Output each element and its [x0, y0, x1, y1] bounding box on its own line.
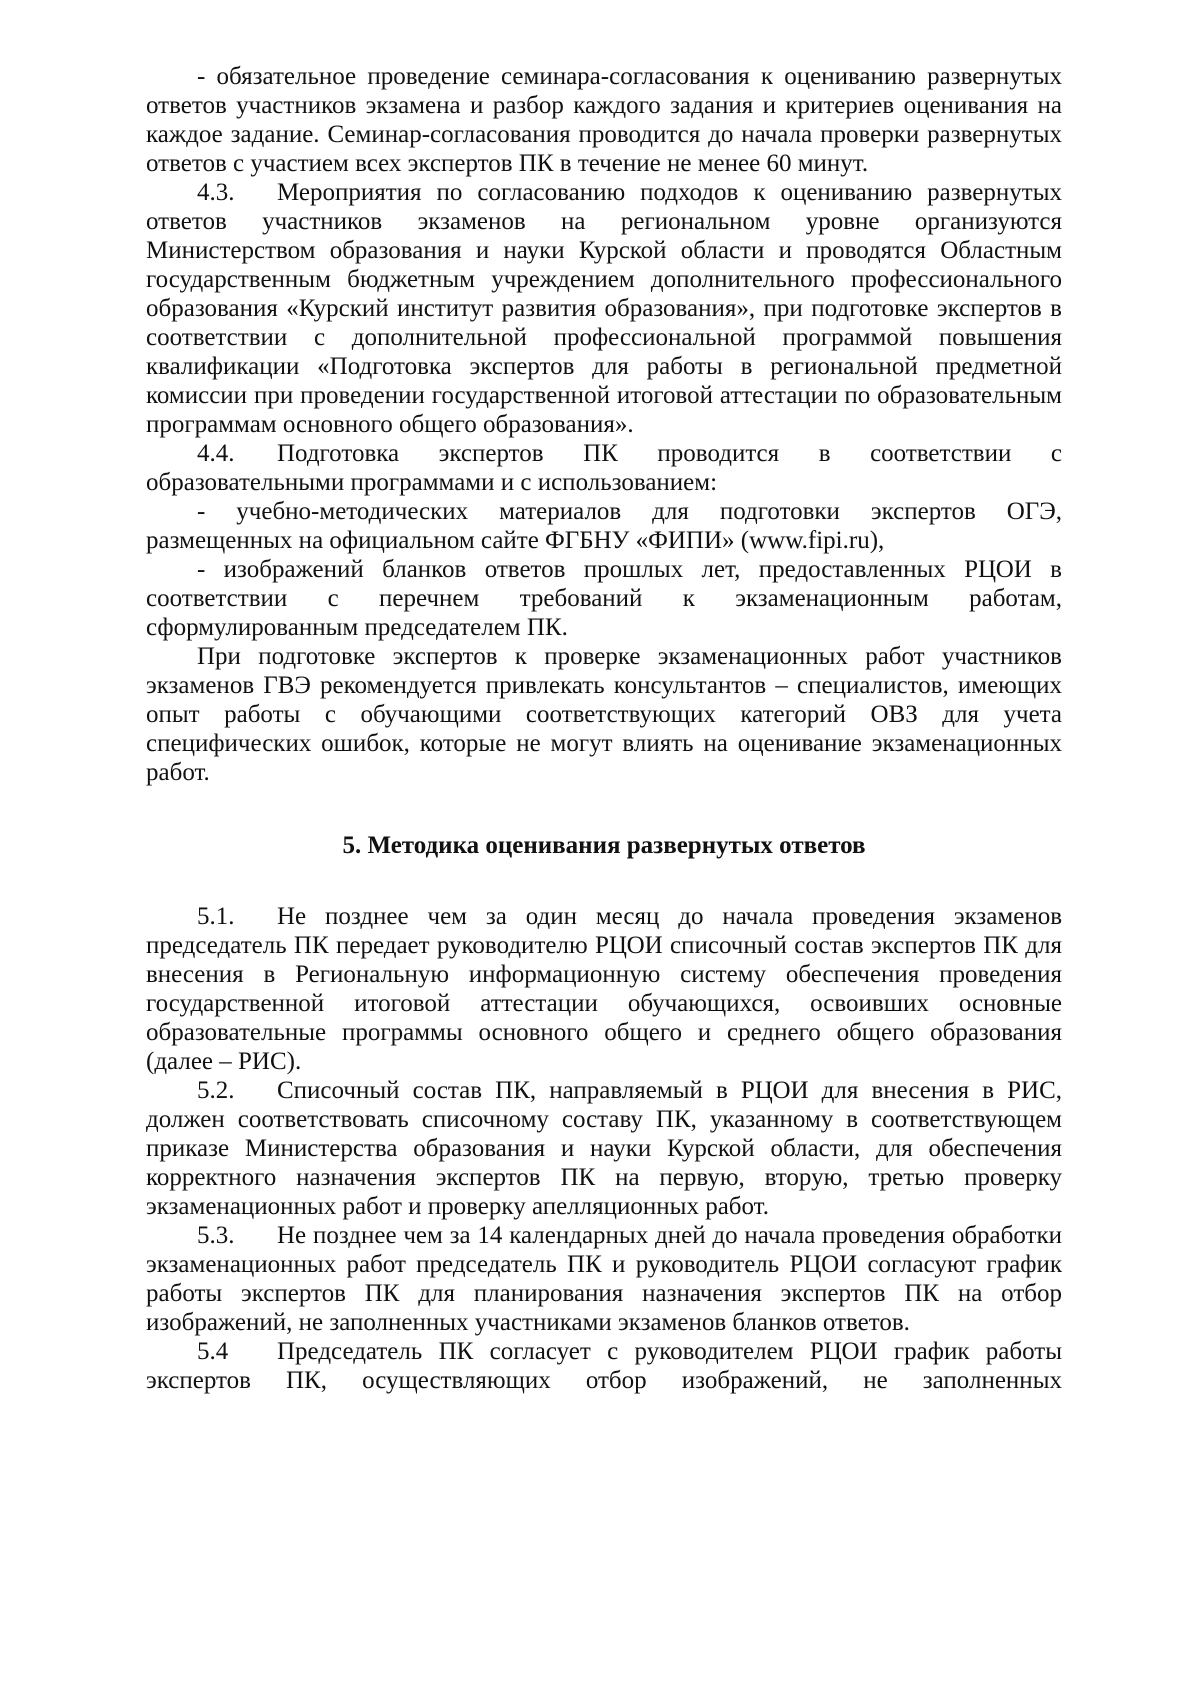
clause-number: 4.4. — [197, 440, 235, 467]
paragraph-text: Не позднее чем за один месяц до начала проведения экзаменов председатель ПК передает руководителю РЦОИ списочный состав экспертов ПК для внесения в Региональную информационную систему обеспечения проведения государственной итоговой аттестации обучающихся, освоивших основные образовательные программы основного общего и среднего общего образования (далее – РИС). — [146, 903, 1062, 1075]
paragraph-5-2 — [146, 1076, 1062, 1221]
clause-number: 4.3. — [197, 179, 235, 206]
paragraph-5-4 — [146, 1337, 1062, 1395]
document-page — [146, 62, 1062, 1395]
paragraph-5-1 — [146, 902, 1062, 1076]
paragraph-4-4-item-a: - учебно-методических материалов для подготовки экспертов ОГЭ, размещенных на официальном сайте ФГБНУ «ФИПИ» (www.fipi.ru), — [146, 498, 1062, 554]
paragraph-seminar: - обязательное проведение семинара-согласования к оцениванию развернутых ответов участников экзамена и разбор каждого задания и критериев оценивания на каждое задание. Семинар-согласования проводится до начала проверки развернутых ответов с участием всех экспертов ПК в течение не менее 60 минут. — [146, 63, 1062, 177]
clause-number: 5.2. — [197, 1077, 235, 1104]
paragraph-text: Председатель ПК согласует с руководителем РЦОИ график работы экспертов ПК, осуществляющих отбор изображений, не заполненных — [146, 1338, 1062, 1394]
section-heading: 5. Методика оценивания развернутых ответов — [342, 832, 866, 859]
clause-number: 5.1. — [197, 903, 235, 930]
paragraph-text: Подготовка экспертов ПК проводится в соответствии с образовательными программами и с использованием: — [146, 440, 1062, 496]
paragraph-4-4-item-b: - изображений бланков ответов прошлых лет, предоставленных РЦОИ в соответствии с перечнем требований к экзаменационным работам, сформулированным председателем ПК. — [146, 556, 1062, 641]
paragraph-text: Списочный состав ПК, направляемый в РЦОИ для внесения в РИС, должен соответствовать списочному составу ПК, указанному в соответствующем приказе Министерства образования и науки Курской области, для обеспечения корректного назначения экспертов ПК на первую, вторую, третью проверку экзаменационных работ и проверку апелляционных работ. — [146, 1077, 1062, 1220]
paragraph-gve: При подготовке экспертов к проверке экзаменационных работ участников экзаменов ГВЭ рекомендуется привлекать консультантов – специалистов, имеющих опыт работы с обучающими соответствующих категорий ОВЗ для учета специфических ошибок, которые не могут влиять на оценивание экзаменационных работ. — [146, 643, 1062, 786]
paragraph-4-3 — [146, 178, 1062, 439]
paragraph-text: Мероприятия по согласованию подходов к оцениванию развернутых ответов участников экзаменов на региональном уровне организуются Министерством образования и науки Курской области и проводятся Областным государственным бюджетным учреждением дополнительного профессионального образования «Курский институт развития образования», при подготовке экспертов в соответствии с дополнительной профессиональной программой повышения квалификации «Подготовка экспертов для работы в региональной предметной комиссии при проведении государственной итоговой аттестации по образовательным программам основного общего образования». — [146, 179, 1062, 438]
paragraph-text: Не позднее чем за 14 календарных дней до начала проведения обработки экзаменационных работ председатель ПК и руководитель РЦОИ согласуют график работы экспертов ПК для планирования назначения экспертов ПК на отбор изображений, не заполненных участниками экзаменов бланков ответов. — [146, 1222, 1062, 1336]
clause-number: 5.4 — [197, 1338, 229, 1365]
clause-number: 5.3. — [197, 1222, 235, 1249]
paragraph-5-3 — [146, 1221, 1062, 1337]
paragraph-4-4 — [146, 439, 1062, 497]
